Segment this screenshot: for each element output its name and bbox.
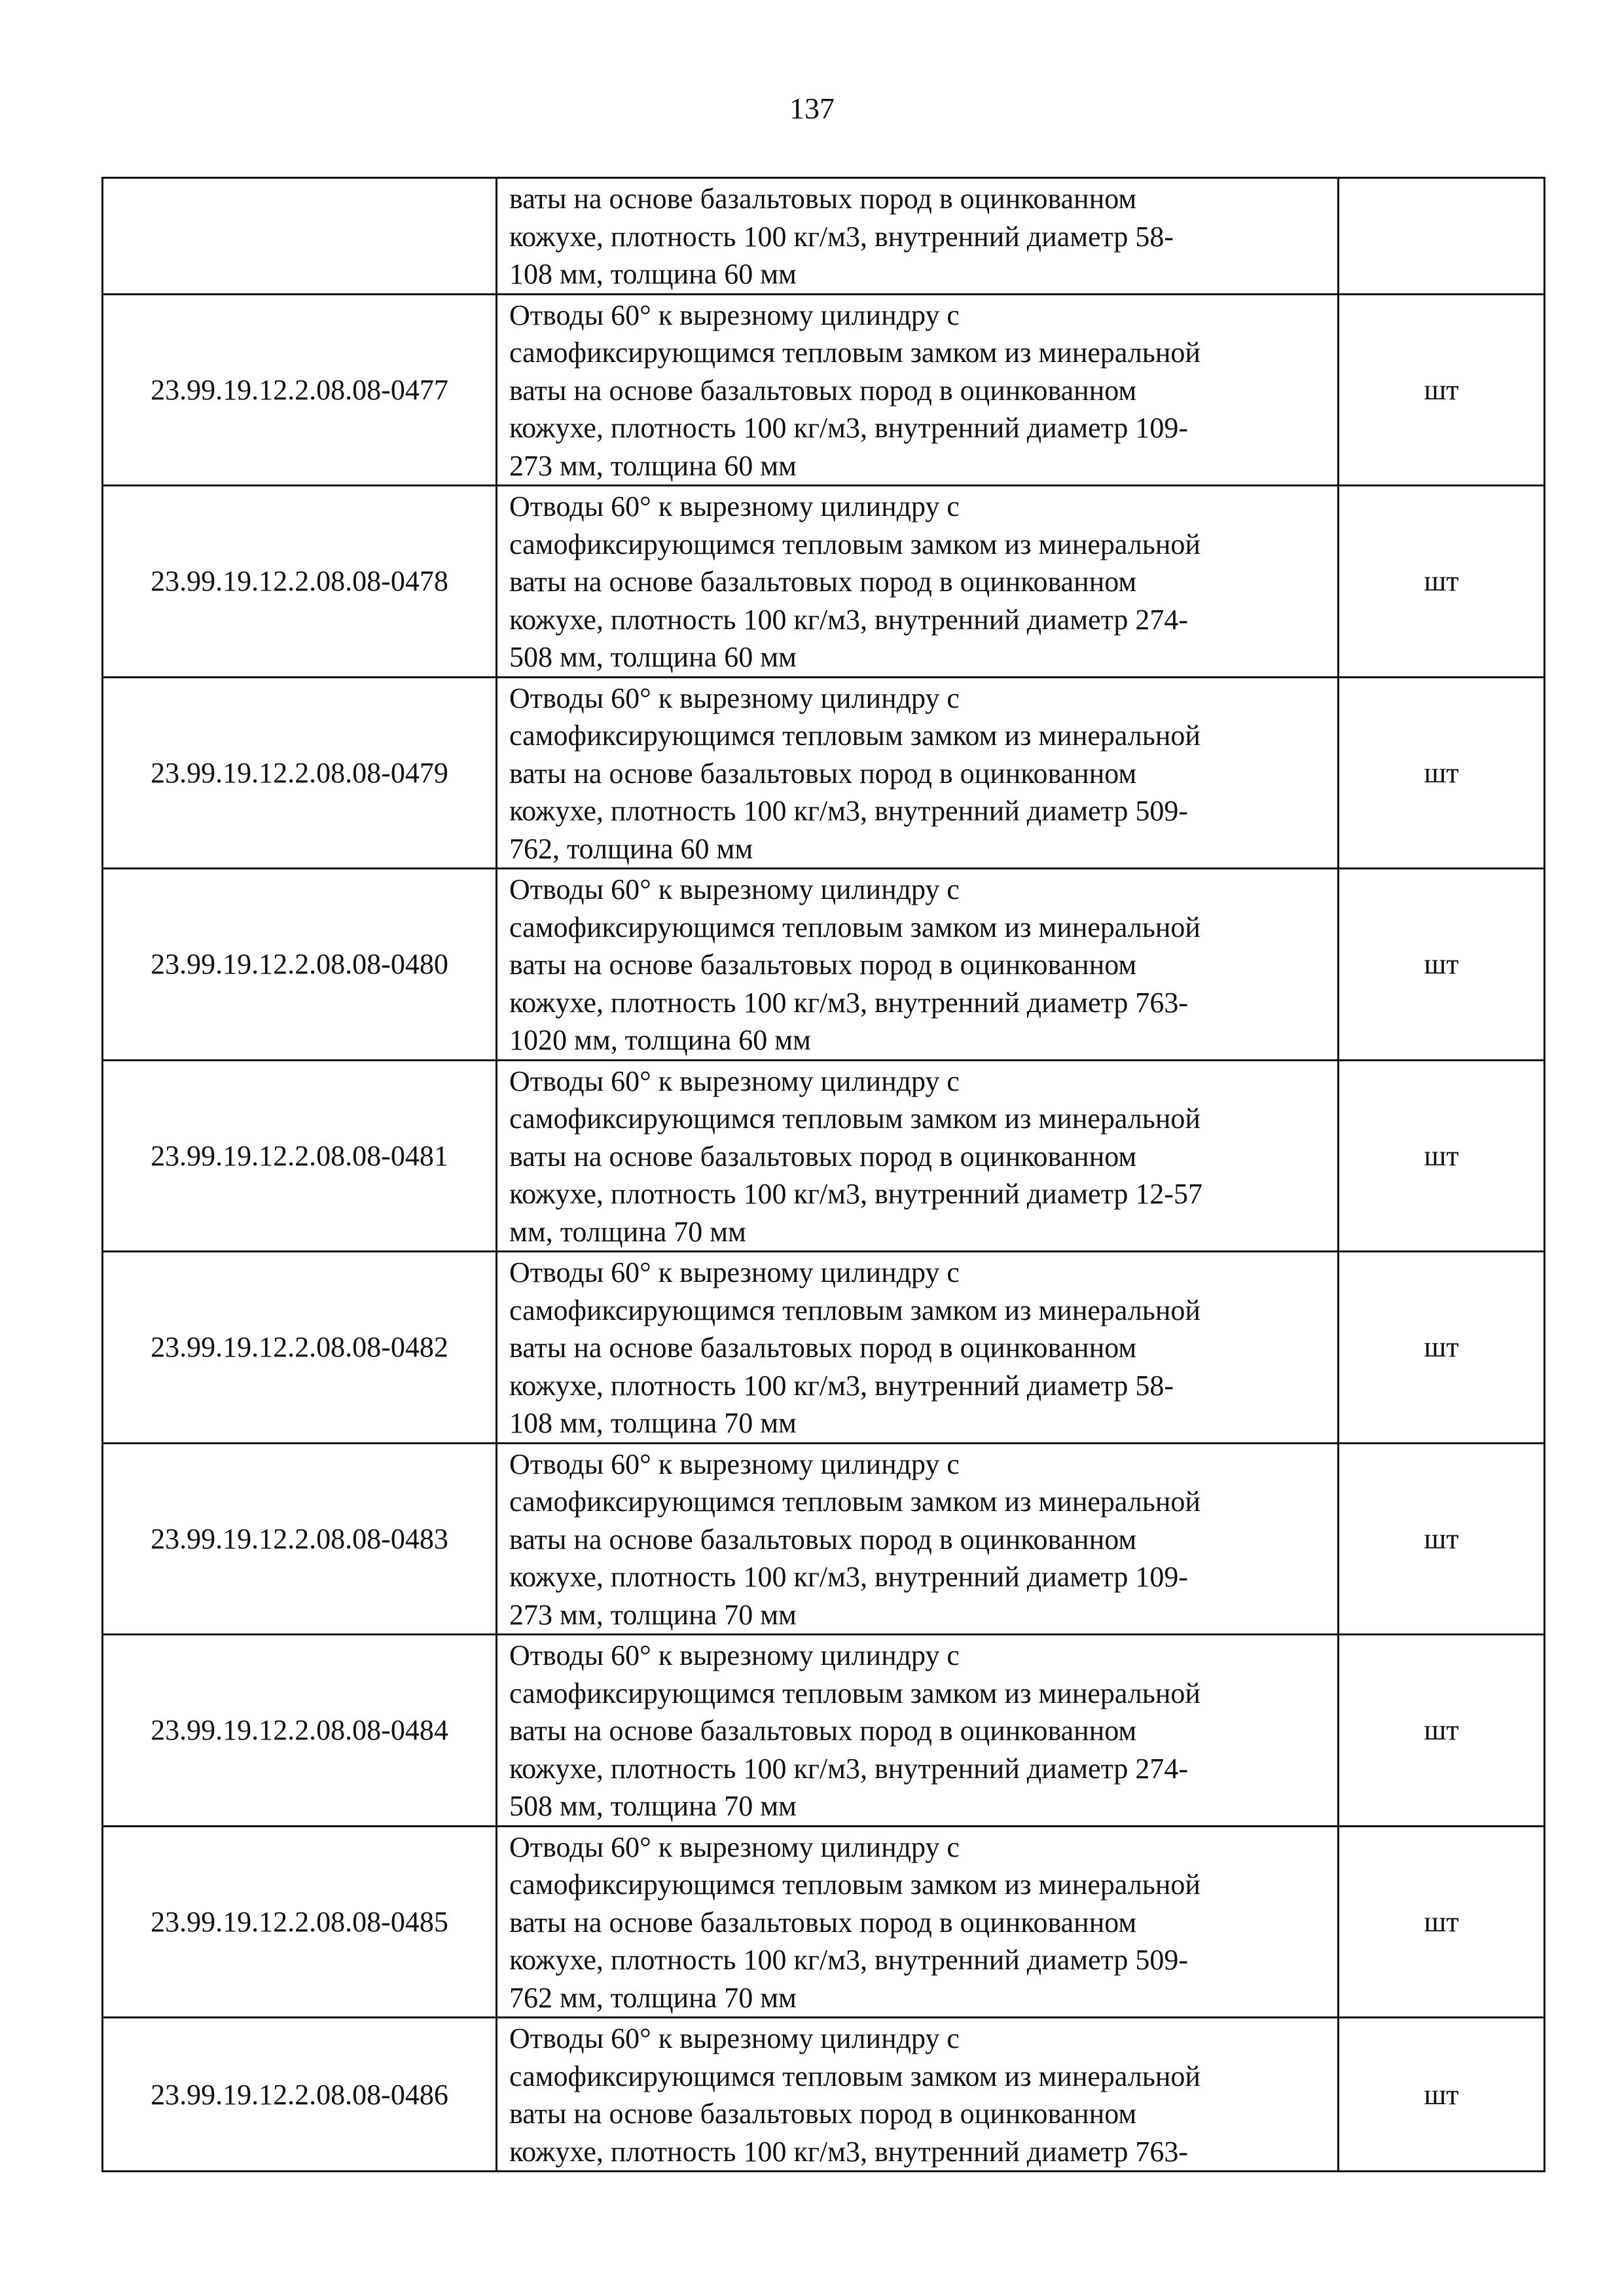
resource-description (497, 869, 1339, 1061)
resource-description (497, 1443, 1339, 1635)
unit-of-measure: шт (1339, 1826, 1545, 2018)
resource-code: 23.99.19.12.2.08.08-0480 (103, 869, 497, 1061)
unit-of-measure: шт (1339, 1252, 1545, 1444)
resource-description (497, 677, 1339, 869)
table-row (103, 2018, 1545, 2172)
description-text: Отводы 60° к вырезному цилиндру с самофиксирующимся тепловым замком из минеральной ваты на основе базальтовых пород в оцинкованном кожухе, плотность 100 кг/м3, внутренний диаметр 274- 508 мм, толщина 60 мм (509, 490, 1200, 673)
unit-of-measure: шт (1339, 486, 1545, 678)
table-row (103, 677, 1545, 869)
resource-description (497, 2018, 1339, 2172)
table-row (103, 178, 1545, 295)
description-text: Отводы 60° к вырезному цилиндру с самофиксирующимся тепловым замком из минеральной ваты на основе базальтовых пород в оцинкованном кожухе, плотность 100 кг/м3, внутренний диаметр 509- 762 мм, толщина 70 мм (509, 1831, 1200, 2014)
resource-code: 23.99.19.12.2.08.08-0482 (103, 1252, 497, 1444)
description-text: Отводы 60° к вырезному цилиндру с самофиксирующимся тепловым замком из минеральной ваты на основе базальтовых пород в оцинкованном кожухе, плотность 100 кг/м3, внутренний диаметр 763- 1020 мм, толщина 60 мм (509, 873, 1200, 1056)
table-row (103, 1826, 1545, 2018)
resource-code: 23.99.19.12.2.08.08-0478 (103, 486, 497, 678)
resource-description (497, 1826, 1339, 2018)
unit-of-measure: шт (1339, 677, 1545, 869)
resource-description (497, 178, 1339, 295)
table-row (103, 486, 1545, 678)
resource-code: 23.99.19.12.2.08.08-0477 (103, 294, 497, 486)
resource-code: 23.99.19.12.2.08.08-0481 (103, 1060, 497, 1252)
description-text: Отводы 60° к вырезному цилиндру с самофиксирующимся тепловым замком из минеральной ваты на основе базальтовых пород в оцинкованном кожухе, плотность 100 кг/м3, внутренний диаметр 12-57 мм, толщина 70 мм (509, 1065, 1203, 1248)
resource-code: 23.99.19.12.2.08.08-0479 (103, 677, 497, 869)
resource-code: 23.99.19.12.2.08.08-0485 (103, 1826, 497, 2018)
resource-code: 23.99.19.12.2.08.08-0484 (103, 1635, 497, 1827)
table-row (103, 294, 1545, 486)
unit-of-measure: шт (1339, 294, 1545, 486)
resource-description (497, 486, 1339, 678)
resource-description (497, 1635, 1339, 1827)
unit-of-measure (1339, 178, 1545, 295)
unit-of-measure: шт (1339, 1060, 1545, 1252)
resource-description (497, 1060, 1339, 1252)
unit-of-measure: шт (1339, 2018, 1545, 2172)
resource-code: 23.99.19.12.2.08.08-0483 (103, 1443, 497, 1635)
table-row (103, 1060, 1545, 1252)
table-row (103, 1443, 1545, 1635)
unit-of-measure: шт (1339, 869, 1545, 1061)
table-row (103, 1252, 1545, 1444)
description-text: Отводы 60° к вырезному цилиндру с самофиксирующимся тепловым замком из минеральной ваты на основе базальтовых пород в оцинкованном кожухе, плотность 100 кг/м3, внутренний диаметр 109- 273 мм, толщина 60 мм (509, 299, 1200, 482)
resource-code (103, 178, 497, 295)
description-text: Отводы 60° к вырезному цилиндру с самофиксирующимся тепловым замком из минеральной ваты на основе базальтовых пород в оцинкованном кожухе, плотность 100 кг/м3, внутренний диаметр 763- (509, 2022, 1200, 2168)
description-text: Отводы 60° к вырезному цилиндру с самофиксирующимся тепловым замком из минеральной ваты на основе базальтовых пород в оцинкованном кожухе, плотность 100 кг/м3, внутренний диаметр 509- 762, толщина 60 мм (509, 682, 1200, 865)
description-text: Отводы 60° к вырезному цилиндру с самофиксирующимся тепловым замком из минеральной ваты на основе базальтовых пород в оцинкованном кожухе, плотность 100 кг/м3, внутренний диаметр 109- 273 мм, толщина 70 мм (509, 1448, 1200, 1631)
unit-of-measure: шт (1339, 1635, 1545, 1827)
resource-code: 23.99.19.12.2.08.08-0486 (103, 2018, 497, 2172)
unit-of-measure: шт (1339, 1443, 1545, 1635)
resource-description (497, 1252, 1339, 1444)
resource-table (101, 177, 1545, 2172)
table-row (103, 1635, 1545, 1827)
table-row (103, 869, 1545, 1061)
description-text: ваты на основе базальтовых пород в оцинкованном кожухе, плотность 100 кг/м3, внутренний диаметр 58- 108 мм, толщина 60 мм (509, 183, 1174, 290)
page-number: 137 (789, 92, 835, 125)
description-text: Отводы 60° к вырезному цилиндру с самофиксирующимся тепловым замком из минеральной ваты на основе базальтовых пород в оцинкованном кожухе, плотность 100 кг/м3, внутренний диаметр 58- 108 мм, толщина 70 мм (509, 1256, 1200, 1439)
resource-description (497, 294, 1339, 486)
description-text: Отводы 60° к вырезному цилиндру с самофиксирующимся тепловым замком из минеральной ваты на основе базальтовых пород в оцинкованном кожухе, плотность 100 кг/м3, внутренний диаметр 274- 508 мм, толщина 70 мм (509, 1639, 1200, 1822)
